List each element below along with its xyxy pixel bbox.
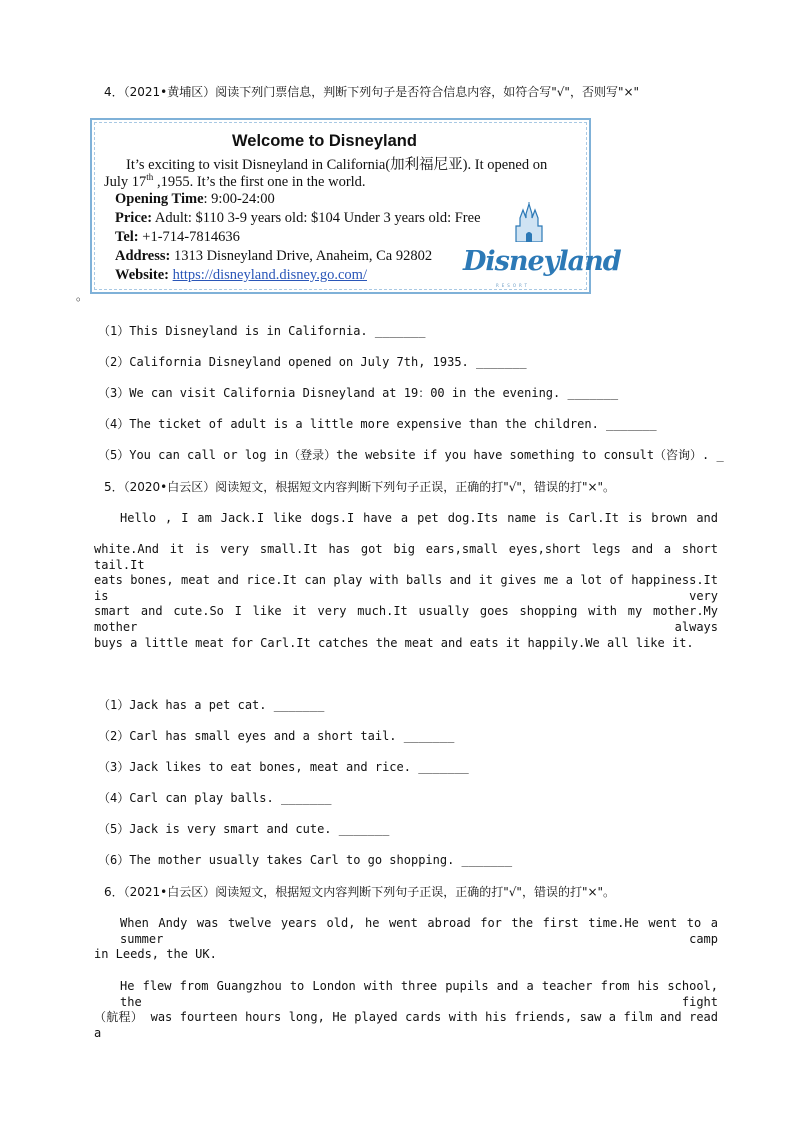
castle-icon — [512, 202, 546, 242]
address-label: Address: — [115, 248, 171, 264]
disneyland-logo-sub: RESORT — [496, 283, 530, 288]
ticket-price — [115, 210, 481, 227]
ticket-intro-line2 — [104, 172, 366, 191]
q6-passage-line-2: in Leeds, the UK. — [94, 947, 217, 961]
ticket-date-sup: th — [146, 172, 154, 182]
q4-heading: 4．（2021•黄埔区）阅读下列门票信息，判断下列句子是否符合信息内容，如符合写"√"，否则写"×" — [104, 85, 640, 99]
tel-value: +1-714-7814636 — [138, 229, 240, 245]
q5-item-6: （6）The mother usually takes Carl to go shopping. _______ — [98, 853, 513, 867]
ticket-intro-rest: ,1955. It’s the first one in the world. — [153, 173, 366, 190]
ticket-date: July 17 — [104, 173, 147, 190]
opening-value: : 9:00-24:00 — [203, 191, 275, 207]
price-label: Price: — [115, 210, 153, 226]
ticket-opening — [115, 191, 275, 208]
q6-passage-line-3: He flew from Guangzhou to London with three pupils and a teacher from his school, the fight — [120, 979, 718, 1009]
ticket-tel — [115, 229, 240, 246]
q4-item-1: （1）This Disneyland is in California. _______ — [98, 324, 426, 338]
ticket-address — [115, 248, 432, 265]
website-link[interactable]: https://disneyland.disney.go.com/ — [172, 267, 367, 283]
q4-item-5: （5）You can call or log in（登录）the website if you have something to consult（咨询）. _ — [98, 448, 724, 462]
stray-mark: 。 — [76, 289, 89, 303]
q6-heading: 6．（2021•白云区）阅读短文，根据短文内容判断下列句子正误，正确的打"√"，错误的打"×"。 — [104, 885, 616, 899]
ticket-image — [90, 118, 621, 294]
q5-passage-line-1: Hello , I am Jack.I like dogs.I have a pet dog.Its name is Carl.It is brown and — [120, 511, 718, 525]
q6-passage-line-4: （航程） was fourteen hours long, He played cards with his friends, saw a film and read a — [94, 1010, 718, 1040]
q5-heading: 5．（2020•白云区）阅读短文，根据短文内容判断下列句子正误，正确的打"√"，错误的打"×"。 — [104, 480, 616, 494]
ticket-website — [115, 267, 367, 284]
ticket-title: Welcome to Disneyland — [232, 132, 417, 150]
q5-passage-line-2: white.And it is very small.It has got big ears,small eyes,short legs and a short tail.It — [94, 542, 718, 572]
opening-label: Opening Time — [115, 191, 204, 207]
q5-item-3: （3）Jack likes to eat bones, meat and rice. _______ — [98, 760, 469, 774]
q5-passage-line-5: buys a little meat for Carl.It catches the meat and eats it happily.We all like it. — [94, 636, 694, 650]
q5-passage-line-3: eats bones, meat and rice.It can play with balls and it gives me a lot of happiness.It is very — [94, 573, 718, 603]
disneyland-logo: Disneyland — [463, 246, 621, 277]
price-value: Adult: $110 3-9 years old: $104 Under 3 years old: Free — [152, 210, 481, 226]
q4-item-2: （2）California Disneyland opened on July 7th, 1935. _______ — [98, 355, 527, 369]
q5-passage-line-4: smart and cute.So I like it very much.It usually goes shopping with my mother.My mother always — [94, 604, 718, 634]
q5-item-5: （5）Jack is very smart and cute. _______ — [98, 822, 390, 836]
q4-item-4: （4）The ticket of adult is a little more expensive than the children. _______ — [98, 417, 657, 431]
website-label: Website: — [115, 267, 169, 283]
q6-passage-line-1: When Andy was twelve years old, he went abroad for the first time.He went to a summer camp — [120, 916, 718, 946]
tel-label: Tel: — [115, 229, 139, 245]
address-value: 1313 Disneyland Drive, Anaheim, Ca 92802 — [170, 248, 433, 264]
q4-item-3: （3）We can visit California Disneyland at 19：00 in the evening. _______ — [98, 386, 619, 400]
ticket-intro-line1: It’s exciting to visit Disneyland in California(加利福尼亚). It opened on — [126, 157, 548, 173]
q5-item-2: （2）Carl has small eyes and a short tail. _______ — [98, 729, 455, 743]
q5-item-4: （4）Carl can play balls. _______ — [98, 791, 332, 805]
q5-item-1: （1）Jack has a pet cat. _______ — [98, 698, 325, 712]
